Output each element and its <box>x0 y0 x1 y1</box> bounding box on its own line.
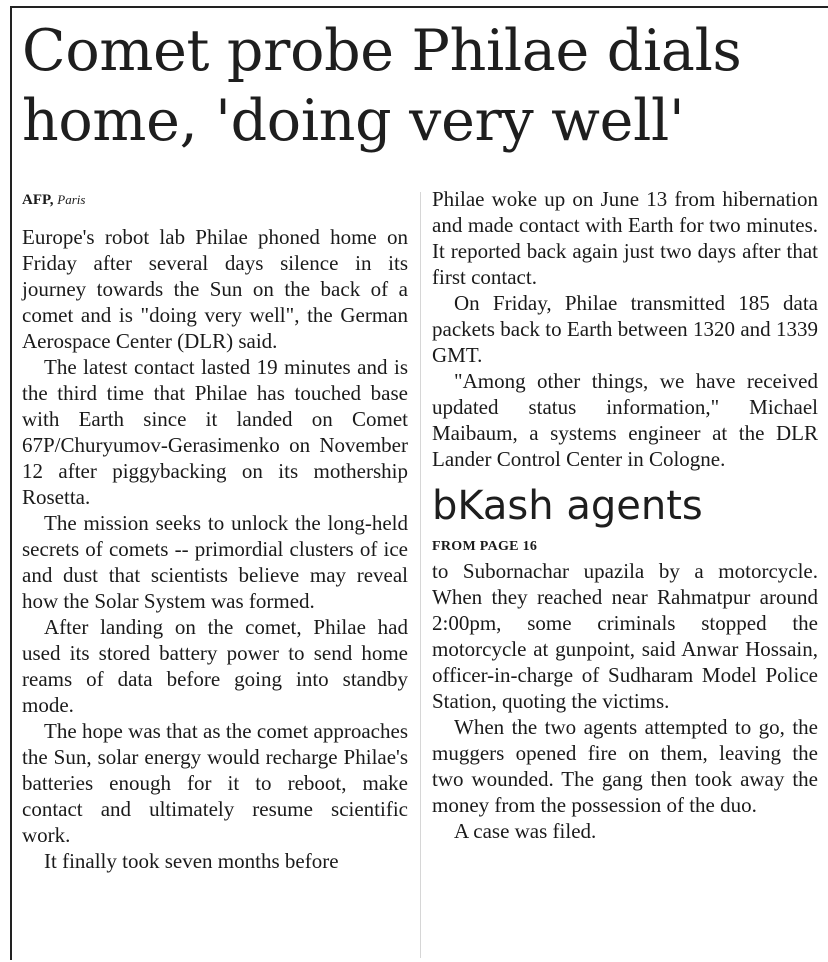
article-paragraph: "Among other things, we have received updated status information," Michael Maibaum, a systems engineer at the DLR Lander Control Center in Cologne. <box>432 369 818 471</box>
byline-city: Paris <box>57 192 86 207</box>
article-paragraph: The mission seeks to unlock the long-held secrets of comets -- primordial clusters of ice and dust that scientists believe may reveal how the Solar System was formed. <box>22 511 408 613</box>
second-article-headline: bKash agents <box>432 483 703 529</box>
article-paragraph: After landing on the comet, Philae had used its stored battery power to send home reams of data before going into standby mode. <box>22 615 408 717</box>
jump-line: FROM PAGE 16 <box>432 539 538 554</box>
article-paragraph: It finally took seven months before <box>44 849 339 873</box>
article-paragraph: The latest contact lasted 19 minutes and is the third time that Philae has touched base with Earth since it landed on Comet 67P/Churyumov-Gerasimenko on November 12 after piggybacking on its mothership Rosetta. <box>22 355 408 509</box>
byline-agency: AFP, <box>22 192 54 208</box>
second-article-paragraph: to Subornachar upazila by a motorcycle. When they reached near Rahmatpur around 2:00pm, some criminals stopped the motorcycle at gunpoint, said Anwar Hossain, officer-in-charge of Sudharam Model Police Station, quoting the victims. <box>432 559 818 713</box>
second-article-paragraph: A case was filed. <box>454 819 597 843</box>
article-column-left <box>22 190 408 874</box>
article-headline: Comet probe Philae dials home, 'doing very well' <box>22 18 742 154</box>
top-rule <box>10 6 828 8</box>
byline <box>22 190 408 210</box>
article-paragraph: Europe's robot lab Philae phoned home on Friday after several days silence in its journey towards the Sun on the back of a comet and is "doing very well", the German Aerospace Center (DLR) said. <box>22 225 408 353</box>
second-article-paragraph: When the two agents attempted to go, the muggers opened fire on them, leaving the two wounded. The gang then took away the money from the possession of the duo. <box>432 715 818 817</box>
article-paragraph: The hope was that as the comet approaches the Sun, solar energy would recharge Philae's batteries enough for it to reboot, make contact and ultimately resume scientific work. <box>22 719 408 847</box>
article-column-right <box>432 186 818 844</box>
article-paragraph: On Friday, Philae transmitted 185 data packets back to Earth between 1320 and 1339 GMT. <box>432 291 818 367</box>
article-paragraph: Philae woke up on June 13 from hibernation and made contact with Earth for two minutes. It reported back again just two days after that first contact. <box>432 187 818 289</box>
column-divider <box>420 192 421 958</box>
left-rule <box>10 8 12 960</box>
